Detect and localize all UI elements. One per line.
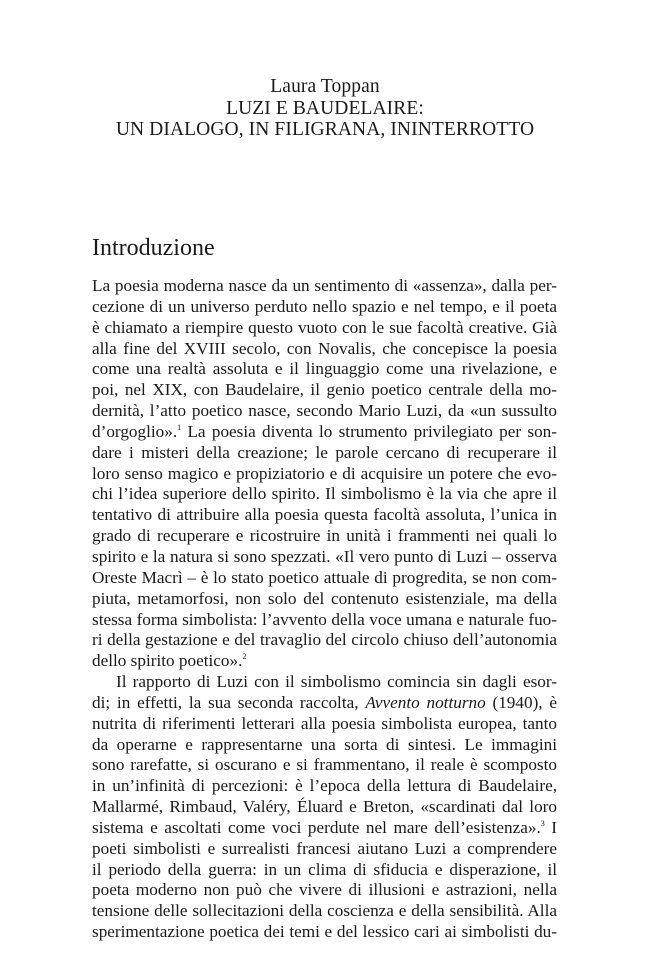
text-line: Mallarmé, Rimbaud, Valéry, Éluard e Breton, «scardinati dal loro [92,797,557,817]
section-title: Introduzione [92,235,215,261]
text-line: cezione di un universo perduto nello spazio e nel tempo, e il poeta [92,296,557,316]
text-line: grado di recuperare e ricostruire in unità i frammenti nei quali lo [92,526,557,546]
footnote-ref: 1 [177,422,182,432]
text-line: il periodo della guerra: in un clima di sfiducia e disperazione, il [92,859,557,879]
text-line: loro senso magico e propiziatorio e di acquisire un potere che evo- [92,463,557,483]
chapter-title-line-2: UN DIALOGO, IN FILIGRANA, ININTERROTTO [115,119,535,140]
text-line: poi, nel XIX, con Baudelaire, il genio poetico centrale della mo- [92,380,557,400]
text-fragment: dello spirito poetico». [92,651,243,671]
text-line: alla fine del XVIII secolo, con Novalis, che concepisce la poesia [92,338,557,358]
book-title: Avvento notturno [365,692,486,712]
chapter-header [0,76,650,141]
text-line: ri della gestazione e del travaglio del circolo chiuso dell’autonomia [92,630,557,650]
text-line: dare i misteri della creazione; le parole cercano di recuperare il [92,442,557,462]
text-fragment: (1940), è [492,692,558,712]
text-fragment: d’orgoglio». [92,421,178,441]
text-line: dernità, l’atto poetico nasce, secondo Mario Luzi, da «un sussulto [92,401,557,421]
text-line: tensione delle sollecitazioni della coscienza e della sensibilità. Alla [92,901,557,921]
text-line: poeta moderno non può che vivere di illusioni e astrazioni, nella [92,880,557,900]
text-line: La poesia moderna nasce da un sentimento di «assenza», dalla per- [92,276,557,295]
text-line: sperimentazione poetica dei temi e del lessico cari ai simbolisti du- [92,922,557,942]
text-line [92,422,557,443]
text-line: in un’infinità di percezioni: è l’epoca della lettura di Baudelaire, [92,776,557,796]
text-line: chi l’idea superiore dello spirito. Il simbolismo è la via che apre il [92,484,557,504]
text-fragment: di; in effetti, la sua seconda raccolta, [92,692,359,712]
text-line: Oreste Macrì – è lo stato poetico attuale di progredita, se non com- [92,567,557,587]
text-line: spirito e la natura si sono spezzati. «Il vero punto di Luzi – osserva [92,546,557,566]
text-line: stessa forma simbolista: l’avvento della voce umana e naturale fuo- [92,609,557,629]
text-line: piuta, metamorfosi, non solo del contenuto esistenziale, ma della [92,588,557,608]
text-line: da operarne e rappresentarne una sorta di sintesi. Le immagini [92,734,557,754]
text-line: è chiamato a riempire questo vuoto con le sue facoltà creative. Già [92,317,557,337]
text-fragment: La poesia diventa lo strumento privilegiato per son- [187,421,558,441]
text-line [92,651,557,672]
text-fragment: sistema e ascoltati come voci perdute nel mare dell’esistenza». [92,817,541,837]
chapter-title-line-1: LUZI E BAUDELAIRE: [226,97,424,119]
text-line: Il rapporto di Luzi con il simbolismo comincia sin dagli esor- [116,672,557,692]
text-line: sono rarefatte, si oscurano e si frammentano, il reale è scomposto [92,755,557,775]
text-line: nutrita di riferimenti letterari alla poesia simbolista europea, tanto [92,713,557,733]
text-fragment: I [551,817,558,837]
author-name: Laura Toppan [270,76,380,97]
text-line: poeti simbolisti e surrealisti francesi aiutano Luzi a comprendere [92,838,557,858]
footnote-ref: 2 [242,652,247,662]
body-text [92,276,557,943]
footnote-ref: 3 [540,818,545,828]
text-line: come una realtà assoluta e il linguaggio come una rivelazione, e [92,359,557,379]
text-line [92,818,557,839]
text-line: tentativo di attribuire alla poesia questa facoltà assoluta, l’unica in [92,505,557,525]
text-line [92,693,557,714]
